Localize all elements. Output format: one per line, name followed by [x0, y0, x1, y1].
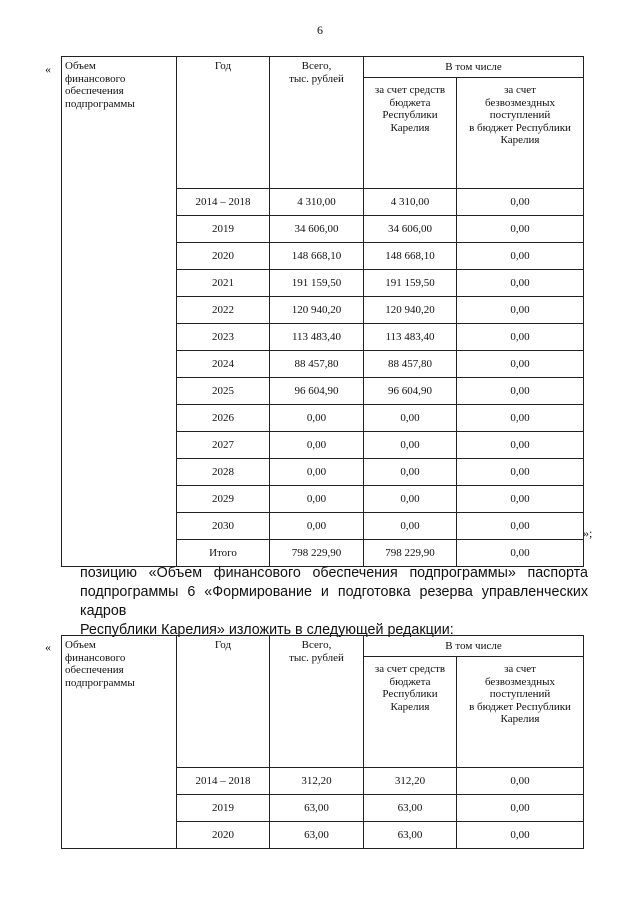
total-cell: 0,00 [270, 432, 364, 459]
budget-cell: 0,00 [364, 486, 457, 513]
gratuitous-cell: 0,00 [457, 768, 584, 795]
subprogram-label: Объем финансового обеспечения подпрограммы [62, 636, 177, 849]
year-cell: 2020 [177, 822, 270, 849]
year-cell: Итого [177, 540, 270, 567]
budget-cell: 120 940,20 [364, 297, 457, 324]
gratuitous-cell: 0,00 [457, 822, 584, 849]
gratuitous-cell: 0,00 [457, 540, 584, 567]
year-cell: 2024 [177, 351, 270, 378]
year-cell: 2030 [177, 513, 270, 540]
year-cell: 2029 [177, 486, 270, 513]
paragraph-line-2: подпрограммы 6 «Формирование и подготовка резерва управленческих кадров [80, 584, 588, 619]
close-quote-1: »; [583, 526, 593, 540]
paragraph-line-1: позицию «Объем финансового обеспечения подпрограммы» паспорта [80, 565, 588, 581]
gratuitous-cell: 0,00 [457, 432, 584, 459]
budget-cell: 63,00 [364, 795, 457, 822]
including-header: В том числе [364, 636, 584, 657]
total-header: Всего, тыс. рублей [270, 57, 364, 189]
budget-cell: 113 483,40 [364, 324, 457, 351]
budget-header: за счет средств бюджета Республики Карелия [364, 657, 457, 768]
total-cell: 0,00 [270, 486, 364, 513]
budget-cell: 88 457,80 [364, 351, 457, 378]
budget-cell: 0,00 [364, 459, 457, 486]
open-quote-2: « [45, 640, 51, 654]
budget-cell: 63,00 [364, 822, 457, 849]
amendment-paragraph [80, 564, 588, 640]
gratuitous-cell: 0,00 [457, 486, 584, 513]
financing-table-2 [61, 635, 584, 849]
total-cell: 798 229,90 [270, 540, 364, 567]
total-cell: 191 159,50 [270, 270, 364, 297]
page-number: 6 [317, 23, 323, 37]
financing-table-1 [61, 56, 584, 567]
year-cell: 2027 [177, 432, 270, 459]
year-cell: 2025 [177, 378, 270, 405]
gratuitous-cell: 0,00 [457, 459, 584, 486]
budget-cell: 0,00 [364, 432, 457, 459]
budget-cell: 191 159,50 [364, 270, 457, 297]
total-cell: 113 483,40 [270, 324, 364, 351]
gratuitous-cell: 0,00 [457, 513, 584, 540]
budget-cell: 148 668,10 [364, 243, 457, 270]
total-cell: 148 668,10 [270, 243, 364, 270]
budget-cell: 0,00 [364, 405, 457, 432]
gratuitous-header: за счет безвозмездных поступлений в бюджет Республики Карелия [457, 657, 584, 768]
year-cell: 2014 – 2018 [177, 768, 270, 795]
gratuitous-cell: 0,00 [457, 351, 584, 378]
gratuitous-cell: 0,00 [457, 324, 584, 351]
budget-header: за счет средств бюджета Республики Карелия [364, 78, 457, 189]
year-cell: 2014 – 2018 [177, 189, 270, 216]
budget-cell: 312,20 [364, 768, 457, 795]
budget-cell: 798 229,90 [364, 540, 457, 567]
subprogram-label: Объем финансового обеспечения подпрограммы [62, 57, 177, 567]
including-header: В том числе [364, 57, 584, 78]
total-cell: 63,00 [270, 822, 364, 849]
year-cell: 2026 [177, 405, 270, 432]
year-cell: 2019 [177, 795, 270, 822]
total-cell: 63,00 [270, 795, 364, 822]
total-header: Всего, тыс. рублей [270, 636, 364, 768]
gratuitous-cell: 0,00 [457, 189, 584, 216]
budget-cell: 34 606,00 [364, 216, 457, 243]
budget-cell: 96 604,90 [364, 378, 457, 405]
paragraph-line-3: Республики Карелия» изложить в следующей редакции: [80, 622, 454, 638]
year-cell: 2021 [177, 270, 270, 297]
total-cell: 0,00 [270, 405, 364, 432]
year-cell: 2020 [177, 243, 270, 270]
gratuitous-header: за счет безвозмездных поступлений в бюджет Республики Карелия [457, 78, 584, 189]
year-cell: 2019 [177, 216, 270, 243]
total-cell: 0,00 [270, 459, 364, 486]
year-header: Год [177, 57, 270, 189]
gratuitous-cell: 0,00 [457, 378, 584, 405]
year-cell: 2023 [177, 324, 270, 351]
gratuitous-cell: 0,00 [457, 270, 584, 297]
budget-cell: 0,00 [364, 513, 457, 540]
open-quote-1: « [45, 62, 51, 76]
gratuitous-cell: 0,00 [457, 405, 584, 432]
year-cell: 2028 [177, 459, 270, 486]
total-cell: 0,00 [270, 513, 364, 540]
total-cell: 34 606,00 [270, 216, 364, 243]
gratuitous-cell: 0,00 [457, 297, 584, 324]
total-cell: 4 310,00 [270, 189, 364, 216]
year-cell: 2022 [177, 297, 270, 324]
gratuitous-cell: 0,00 [457, 795, 584, 822]
total-cell: 88 457,80 [270, 351, 364, 378]
year-header: Год [177, 636, 270, 768]
gratuitous-cell: 0,00 [457, 243, 584, 270]
total-cell: 96 604,90 [270, 378, 364, 405]
budget-cell: 4 310,00 [364, 189, 457, 216]
total-cell: 312,20 [270, 768, 364, 795]
gratuitous-cell: 0,00 [457, 216, 584, 243]
total-cell: 120 940,20 [270, 297, 364, 324]
